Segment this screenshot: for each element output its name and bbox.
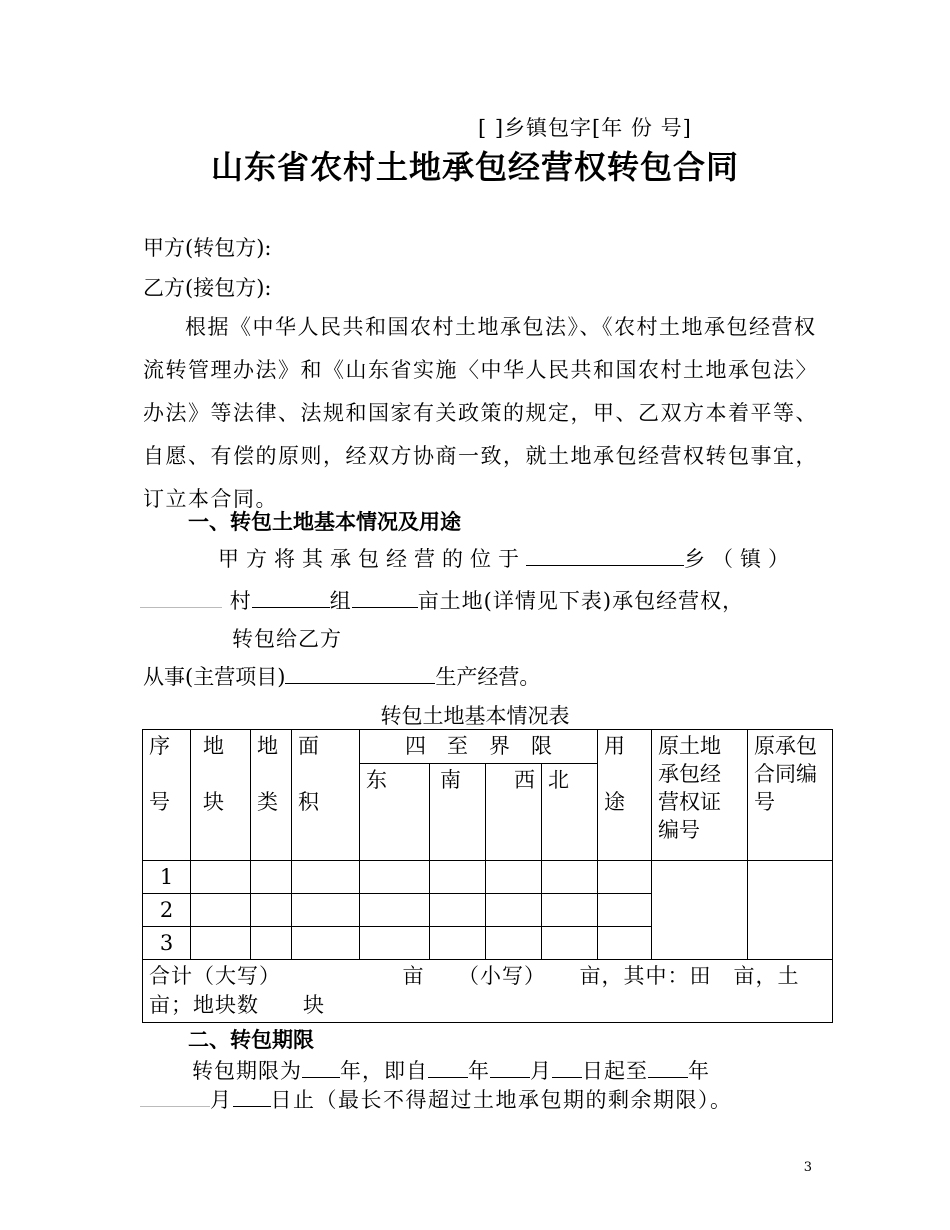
term-line-2 xyxy=(140,1084,733,1114)
orig-contract-cell[interactable] xyxy=(748,861,833,960)
term-text: 月 xyxy=(530,1059,552,1083)
village-group-line xyxy=(140,585,744,615)
acreage-text: 亩土地(详情见下表)承包经营权， xyxy=(417,589,745,613)
main-business-suffix: 生产经营。 xyxy=(435,665,541,689)
main-business-blank[interactable] xyxy=(285,663,435,684)
term-text: 年 xyxy=(468,1059,490,1083)
boundary-header: 四 至 界 限 xyxy=(360,730,598,764)
use-header: 用 途 xyxy=(604,734,625,814)
row-number: 2 xyxy=(143,894,191,927)
land-location-prefix: 甲方将其承包经营的位于 xyxy=(218,547,526,571)
acreage-blank[interactable] xyxy=(352,587,418,608)
seq-header: 序 号 xyxy=(149,734,170,814)
contract-serial-line: [ ]乡镇包字[年 份 号] xyxy=(478,116,692,140)
party-a-label: 甲方(转包方): xyxy=(143,236,272,260)
section-1-heading: 一、转包土地基本情况及用途 xyxy=(188,510,461,534)
east-header: 东 xyxy=(360,764,430,861)
village-label: 村 xyxy=(229,589,252,613)
preamble-paragraph: 根据《中华人民共和国农村土地承包法》、《农村土地承包经营权流转管理办法》和《山东省实施〈中华人民共和国农村土地承包法〉办法》等法律、法规和国家有关政策的规定，甲、乙双方本着平等、自愿、有偿的原则，经双方协商一致，就土地承包经营权转包事宜，订立本合同。 xyxy=(143,315,818,511)
south-header: 南 xyxy=(430,764,486,861)
end-month-blank[interactable] xyxy=(140,1086,210,1107)
land-location-suffix: 乡（镇） xyxy=(684,547,796,571)
section-2-heading: 二、转包期限 xyxy=(188,1028,314,1052)
orig-cert-header: 原土地承包经营权证编号 xyxy=(652,730,748,861)
orig-cert-cell[interactable] xyxy=(652,861,748,960)
west-header: 西 xyxy=(486,764,542,861)
row-number: 1 xyxy=(143,861,191,894)
land-type-header: 地 类 xyxy=(257,734,278,814)
area-header: 面 积 xyxy=(298,734,319,814)
term-years-blank[interactable] xyxy=(302,1057,340,1078)
term-text: 日起至 xyxy=(582,1059,648,1083)
land-location-line xyxy=(218,543,796,573)
term-text: 年，即自 xyxy=(340,1059,428,1083)
end-day-blank[interactable] xyxy=(233,1086,271,1107)
term-text: 月 xyxy=(210,1088,233,1112)
page-title: 山东省农村土地承包经营权转包合同 xyxy=(210,148,739,186)
transfer-to-party-b: 转包给乙方 xyxy=(232,627,342,651)
land-info-table xyxy=(142,729,844,1023)
term-line-1 xyxy=(192,1055,710,1085)
group-blank[interactable] xyxy=(252,587,330,608)
main-business-prefix: 从事(主营项目) xyxy=(143,665,286,689)
plot-header: 地 块 xyxy=(203,734,224,814)
group-label: 组 xyxy=(329,589,352,613)
start-year-blank[interactable] xyxy=(428,1057,468,1078)
main-business-line xyxy=(143,661,540,691)
table-caption: 转包土地基本情况表 xyxy=(380,704,570,728)
term-text: 日止（最长不得超过土地承包期的剩余期限）。 xyxy=(270,1088,733,1112)
term-text: 转包期限为 xyxy=(192,1059,302,1083)
start-month-blank[interactable] xyxy=(490,1057,530,1078)
party-b-label: 乙方(接包方): xyxy=(143,276,272,300)
township-blank[interactable] xyxy=(526,545,684,566)
start-day-blank[interactable] xyxy=(552,1057,582,1078)
row-number: 3 xyxy=(143,927,191,960)
page-number: 3 xyxy=(803,1160,812,1175)
village-blank[interactable] xyxy=(140,587,222,608)
table-total-row: 合计（大写） 亩 （小写） 亩，其中：田 亩，土 亩；地块数 块 xyxy=(143,960,833,1023)
term-text: 年 xyxy=(688,1059,710,1083)
north-header: 北 xyxy=(542,764,598,861)
table-row xyxy=(143,861,833,894)
end-year-blank[interactable] xyxy=(648,1057,688,1078)
orig-contract-header: 原承包合同编号 xyxy=(748,730,833,861)
